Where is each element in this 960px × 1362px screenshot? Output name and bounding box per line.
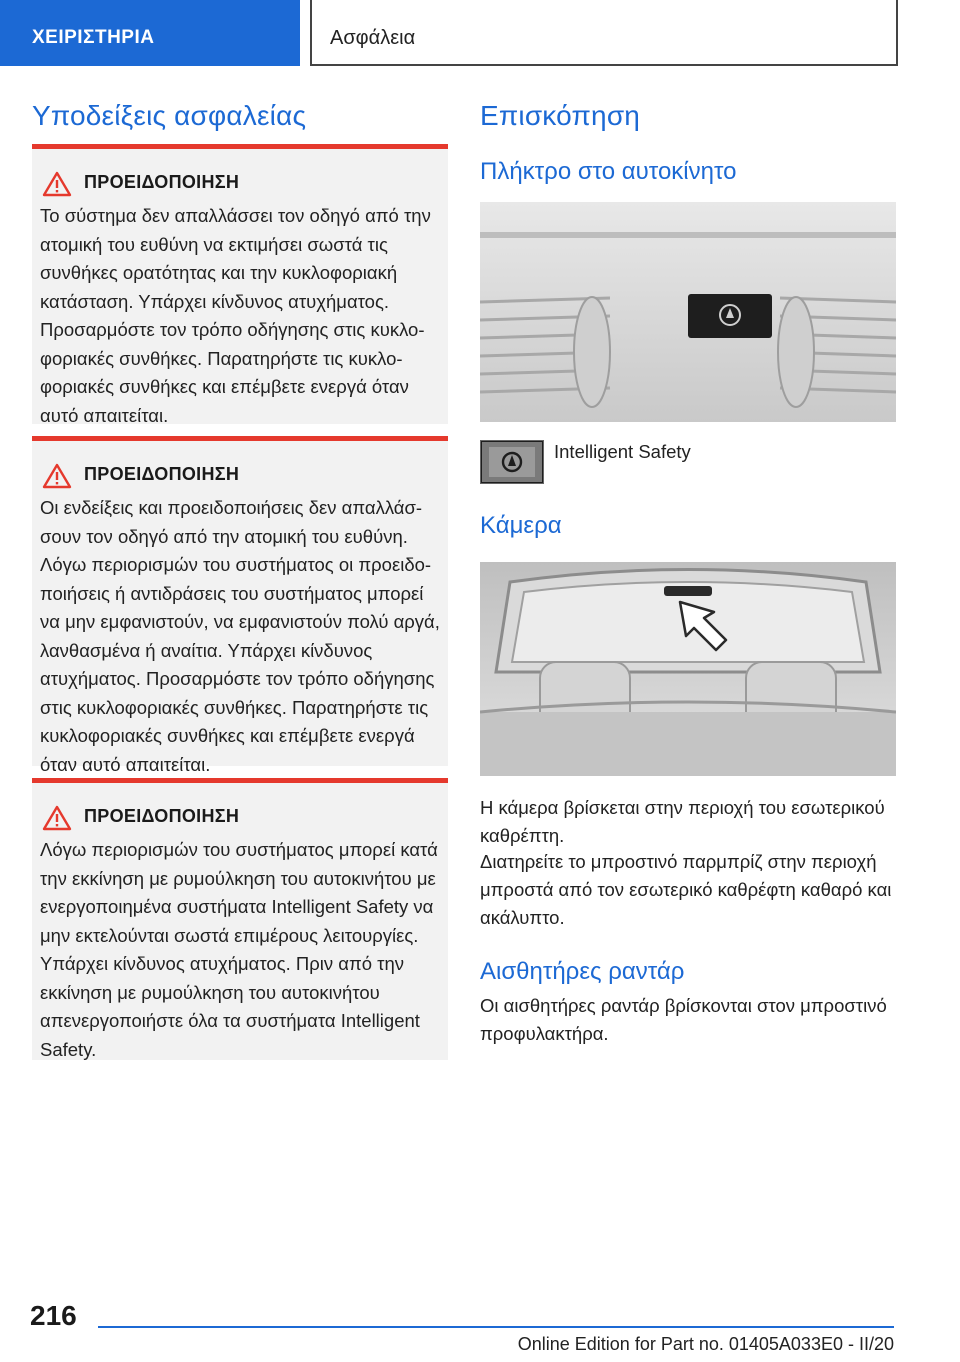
camera-illustration bbox=[480, 562, 896, 776]
warning-triangle-icon bbox=[42, 805, 72, 831]
camera-subheading: Κάμερα bbox=[480, 512, 562, 539]
section-label: Ασφάλεια bbox=[330, 27, 416, 49]
section-box bbox=[310, 0, 898, 66]
warning-box-2 bbox=[32, 436, 448, 775]
warning-triangle-icon bbox=[42, 171, 72, 197]
console-button-illustration bbox=[480, 202, 896, 422]
button-subheading: Πλήκτρο στο αυτοκίνητο bbox=[480, 158, 737, 185]
page-number: 216 bbox=[30, 1300, 77, 1331]
right-column bbox=[480, 100, 896, 185]
warning-box-3 bbox=[32, 778, 448, 1060]
chapter-tab bbox=[0, 0, 300, 66]
warning-text: Το σύστημα δεν απαλλάσσει τον οδηγό από την ατομική του ευθύνη να εκτιμήσει σωστά τις συνθήκες ορατότητας και την κυκλοφοριακή κατάσταση. Υπάρχει κίνδυνος ατυχήματος. Προσαρμόστε τον τρόπο οδήγησης στις κυκλοφοριακές συνθήκες. Παρατηρήστε τις κυκλοφοριακές συνθήκες και επέμβετε ενεργά όταν αυτό απαιτείται. bbox=[40, 205, 431, 426]
warning-triangle-icon bbox=[42, 463, 72, 489]
warning-text: Λόγω περιορισμών του συστήματος μπορεί κατά την εκκίνηση με ρυμούλκηση του αυτοκινήτου με ενεργοποιημένα συστήματα Intelligent Safety να μην εκτελούνται σωστά επιμέρους λειτουργίες. Υπάρχει κίνδυνος ατυχήματος. Πριν από την εκκίνηση με ρυμούλκηση του αυτοκινήτου απενεργοποιήστε όλα τα συστήματα Intelligent Safety. bbox=[40, 839, 438, 1060]
car-interior-illustration bbox=[480, 562, 896, 776]
page-header bbox=[0, 0, 960, 66]
intelligent-safety-icon bbox=[481, 441, 543, 483]
warning-box-1 bbox=[32, 144, 448, 424]
intelligent-safety-button bbox=[480, 440, 544, 484]
warning-title: ΠΡΟΕΙΔΟΠΟΙΗΣΗ bbox=[84, 806, 240, 826]
safety-notes-heading: Υποδείξεις ασφαλείας bbox=[32, 100, 307, 131]
left-column bbox=[32, 100, 448, 132]
overview-heading: Επισκόπηση bbox=[480, 100, 641, 131]
warning-title: ΠΡΟΕΙΔΟΠΟΙΗΣΗ bbox=[84, 172, 240, 192]
camera-paragraph-2: Διατηρείτε το μπροστινό παρμπρίζ στην περιοχή μπροστά από τον εσωτερικό καθρέφτη καθαρό και ακάλυπτο. bbox=[480, 851, 892, 928]
footer-rule bbox=[98, 1326, 894, 1328]
intelligent-safety-label: Intelligent Safety bbox=[554, 441, 691, 462]
radar-paragraph: Οι αισθητήρες ραντάρ βρίσκονται στον μπροστινό προφυλακτήρα. bbox=[480, 995, 887, 1044]
warning-title: ΠΡΟΕΙΔΟΠΟΙΗΣΗ bbox=[84, 464, 240, 484]
console-illustration bbox=[480, 202, 896, 422]
chapter-tab-label: ΧΕΙΡΙΣΤΗΡΙΑ bbox=[32, 27, 155, 48]
footer-edition: Online Edition for Part no. 01405A033E0 - II/20 bbox=[517, 1334, 894, 1354]
camera-paragraph-1: Η κάμερα βρίσκεται στην περιοχή του εσωτερικού καθρέπτη. bbox=[480, 797, 885, 846]
radar-subheading: Αισθητήρες ραντάρ bbox=[480, 958, 685, 985]
warning-text: Οι ενδείξεις και προειδοποιήσεις δεν απαλλάσσουν τον οδηγό από την ατομική του ευθύνη. Λόγω περιορισμών του συστήματος οι προειδοποιήσεις ή αντιδράσεις του συστήματος μπορεί να μην εμφανιστούν, να εμφανιστούν πολύ αργά, λανθασμένα ή αναίτια. Υπάρχει κίνδυνος ατυχήματος. Προσαρμόστε τον τρόπο οδήγησης στις κυκλοφοριακές συνθήκες. Παρατηρήστε τις κυκλοφοριακές συνθήκες και επέμβετε ενεργά όταν αυτό απαιτείται. bbox=[40, 497, 440, 775]
